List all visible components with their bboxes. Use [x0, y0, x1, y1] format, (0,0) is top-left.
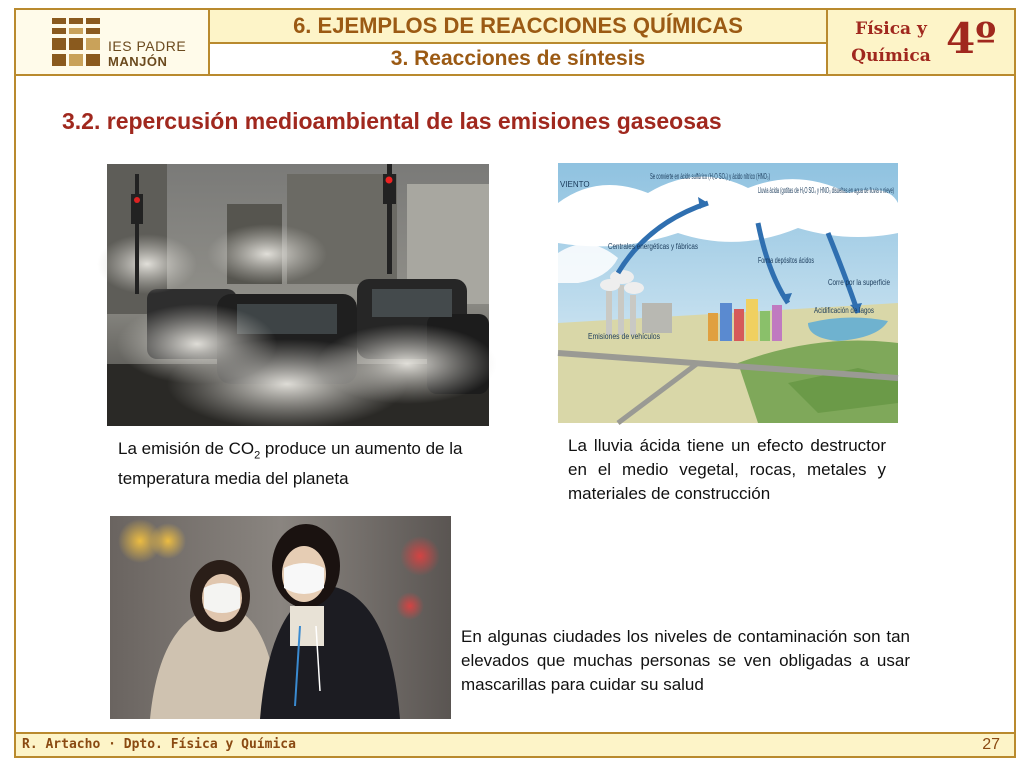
acid-rain-caption: La lluvia ácida tiene un efecto destructor en el medio vegetal, rocas, metales y materiales de construcción — [568, 436, 886, 503]
diagram-label-plants: Centrales energéticas y fábricas — [608, 242, 698, 251]
diagram-label-lakes: Acidificación de lagos — [814, 306, 874, 315]
course-level: 4º — [946, 14, 997, 63]
acid-rain-diagram — [558, 163, 898, 423]
co2-subscript: 2 — [254, 449, 261, 462]
school-name-line2: MANJÓN — [108, 54, 168, 69]
section-title: 3.2. repercusión medioambiental de las emisiones gaseosas — [62, 108, 722, 134]
slide-header — [14, 8, 1016, 76]
subject-name: Física y Química — [851, 19, 931, 66]
logo-grid-icon — [52, 18, 104, 68]
diagram-label-deposits: Forma depósitos ácidos — [758, 256, 814, 265]
co2-caption-end: produce un aumento de la temperatura media del planeta — [118, 439, 463, 489]
author-credit: R. Artacho · Dpto. Física y Química — [22, 737, 296, 752]
diagram-label-acid-rain: Lluvia ácida (gotitas de H₂O SO₄ y HNO₃ disueltas en agua de lluvia o nieve) — [758, 186, 895, 195]
title-bar — [208, 8, 828, 44]
co2-caption-start: La emisión de CO — [118, 439, 255, 458]
traffic-emissions-photo — [107, 164, 489, 426]
slide-footer — [14, 732, 1016, 758]
diagram-label-converts: Se convierte en ácido sulfúrico (H₂O SO₄) y ácido nítrico (HNO₃) — [650, 172, 771, 181]
diagram-label-vehicles: Emisiones de vehículos — [588, 332, 660, 341]
masks-photo — [110, 516, 451, 719]
diagram-label-wind: VIENTO — [560, 180, 590, 189]
title-box — [208, 8, 828, 76]
school-logo — [14, 8, 210, 76]
subtitle-bar — [208, 42, 828, 76]
subject-badge — [826, 8, 1016, 76]
slide-subtitle: 3. Reacciones de síntesis — [390, 47, 646, 70]
co2-caption — [118, 437, 490, 491]
slide-title: 6. EJEMPLOS DE REACCIONES QUÍMICAS — [293, 13, 743, 38]
page-number: 27 — [982, 736, 1000, 753]
masks-caption: En algunas ciudades los niveles de contaminación son tan elevados que muchas personas se ven obligadas a usar mascarillas para cuidar su salud — [461, 627, 910, 694]
school-name-line1: IES PADRE — [108, 38, 187, 54]
diagram-label-runs: Corre por la superficie — [828, 278, 891, 287]
